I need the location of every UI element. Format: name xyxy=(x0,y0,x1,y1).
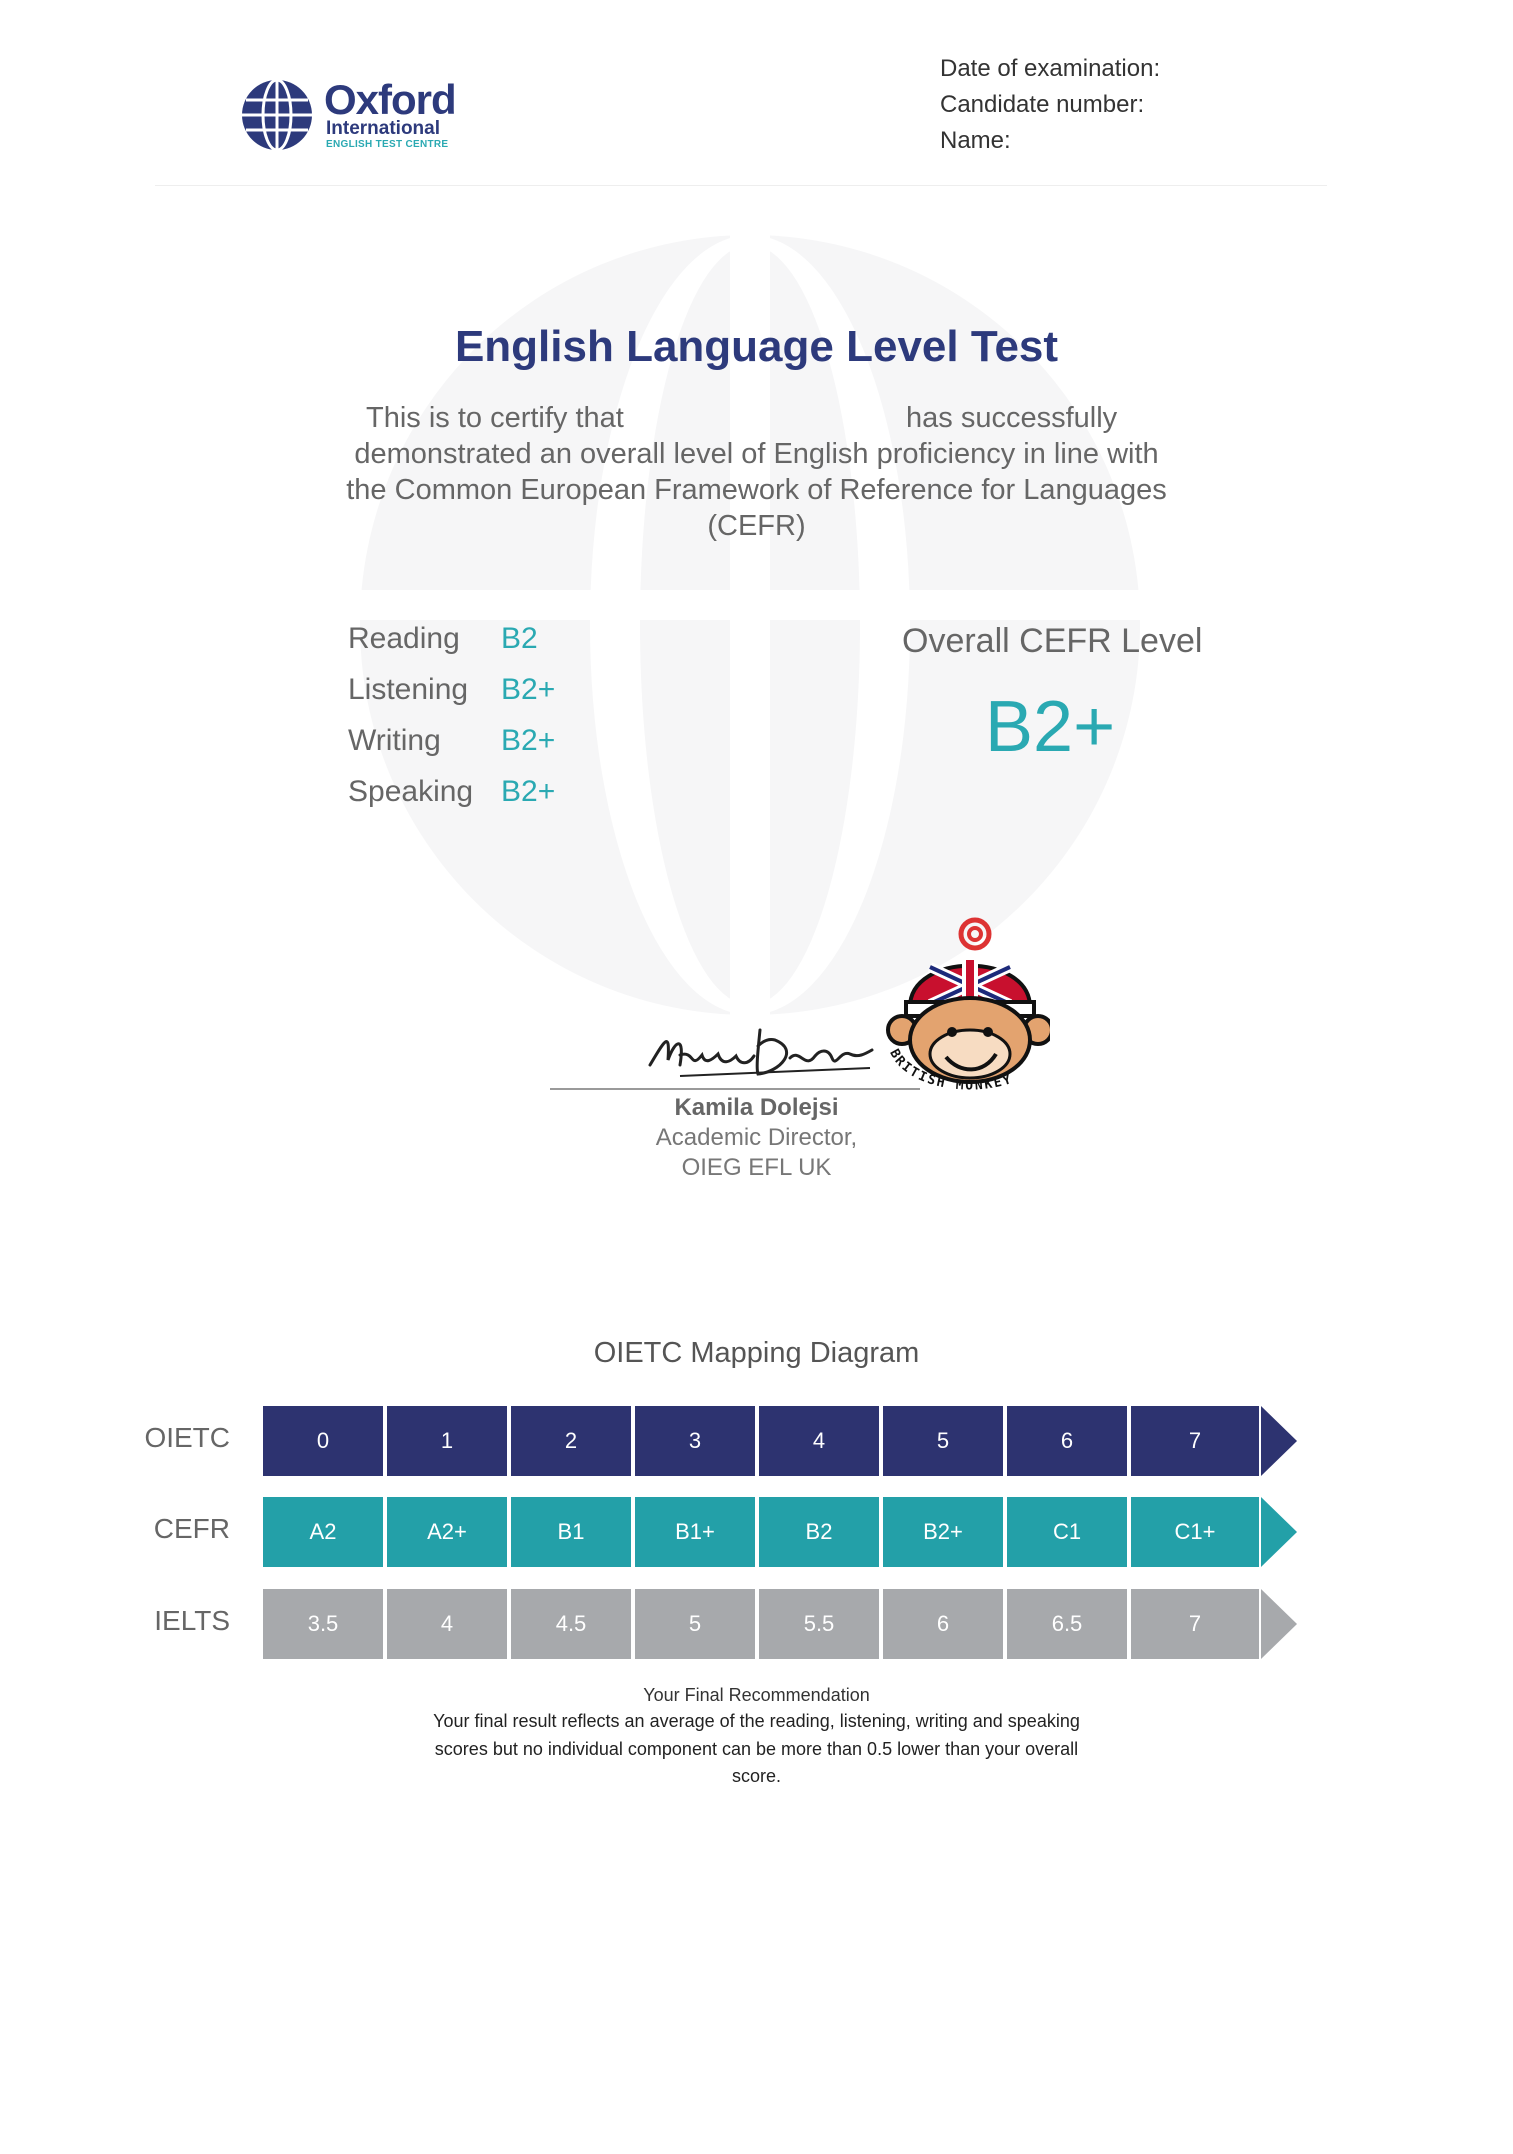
cefr-arrow-icon xyxy=(1261,1497,1297,1567)
oietc-arrow-icon xyxy=(1261,1406,1297,1476)
cefr-cell: C1 xyxy=(1007,1497,1129,1567)
listening-score: B2+ xyxy=(501,673,556,706)
ielts-cell: 7 xyxy=(1131,1589,1261,1659)
globe-logo-icon xyxy=(240,78,314,152)
certify-line-2: demonstrated an overall level of English proficiency in line with xyxy=(354,438,1159,470)
svg-text:BRITISH MONKEY: BRITISH MONKEY xyxy=(886,1046,1015,1094)
oietc-cell: 6 xyxy=(1007,1406,1129,1476)
certify-text-start: This is to certify that xyxy=(366,402,624,434)
oietc-cell: 4 xyxy=(759,1406,881,1476)
writing-score: B2+ xyxy=(501,724,556,757)
ielts-cell: 6 xyxy=(883,1589,1005,1659)
signatory-name: Kamila Dolejsi xyxy=(674,1094,839,1121)
logo-subtitle: International xyxy=(326,118,441,139)
certify-line-3: the Common European Framework of Reference for Languages xyxy=(346,474,1167,506)
reading-score: B2 xyxy=(501,622,538,655)
ielts-cell: 6.5 xyxy=(1007,1589,1129,1659)
cefr-cell: B1+ xyxy=(635,1497,757,1567)
british-monkey-stamp-icon xyxy=(880,912,1050,1102)
reading-label: Reading xyxy=(348,622,460,655)
logo-tagline: ENGLISH TEST CENTRE xyxy=(326,139,449,150)
cefr-cell: A2 xyxy=(263,1497,385,1567)
overall-cefr-value: B2+ xyxy=(985,687,1116,767)
speaking-score: B2+ xyxy=(501,775,556,808)
listening-label: Listening xyxy=(348,673,469,706)
writing-label: Writing xyxy=(348,724,441,757)
name-label: Name: xyxy=(940,127,1011,154)
signature-line xyxy=(550,1088,920,1090)
cefr-cell: B2 xyxy=(759,1497,881,1567)
ielts-arrow-icon xyxy=(1261,1589,1297,1659)
oietc-cell: 5 xyxy=(883,1406,1005,1476)
oietc-cell: 3 xyxy=(635,1406,757,1476)
recommendation-line-1: Your final result reflects an average of the reading, listening, writing and speaking xyxy=(433,1711,1080,1731)
speaking-label: Speaking xyxy=(348,775,474,808)
certify-text-end: has successfully xyxy=(906,402,1118,434)
oietc-cell: 1 xyxy=(387,1406,509,1476)
ielts-cell: 4 xyxy=(387,1589,509,1659)
overall-cefr-label: Overall CEFR Level xyxy=(902,622,1203,660)
ielts-cell: 5 xyxy=(635,1589,757,1659)
cefr-cell: B1 xyxy=(511,1497,633,1567)
diagram-title: OIETC Mapping Diagram xyxy=(593,1337,920,1369)
ielts-cell: 4.5 xyxy=(511,1589,633,1659)
row-label-ielts: IELTS xyxy=(154,1605,230,1636)
candidate-number-label: Candidate number: xyxy=(940,91,1145,118)
oietc-cell: 7 xyxy=(1131,1406,1261,1476)
cefr-cell: A2+ xyxy=(387,1497,509,1567)
oietc-cell: 2 xyxy=(511,1406,633,1476)
ielts-cell: 3.5 xyxy=(263,1589,385,1659)
recommendation-heading: Your Final Recommendation xyxy=(643,1685,870,1705)
header-divider xyxy=(155,185,1327,186)
cefr-cell: C1+ xyxy=(1131,1497,1261,1567)
ielts-cell: 5.5 xyxy=(759,1589,881,1659)
oxford-logo xyxy=(240,78,470,158)
recommendation-line-2: scores but no individual component can be more than 0.5 lower than your overall xyxy=(434,1739,1079,1759)
date-of-examination-label: Date of examination: xyxy=(940,55,1161,82)
certificate-title: English Language Level Test xyxy=(454,322,1059,371)
recommendation-line-3: score. xyxy=(731,1766,782,1786)
certify-line-4: (CEFR) xyxy=(707,510,806,542)
signature-icon xyxy=(640,1010,880,1090)
cefr-cell: B2+ xyxy=(883,1497,1005,1567)
row-label-oietc: OIETC xyxy=(144,1422,230,1453)
row-label-cefr: CEFR xyxy=(153,1513,230,1544)
signatory-role: Academic Director, xyxy=(655,1124,858,1151)
signatory-org: OIEG EFL UK xyxy=(681,1154,832,1181)
logo-wordmark: Oxford xyxy=(324,76,456,123)
oietc-cell: 0 xyxy=(263,1406,385,1476)
